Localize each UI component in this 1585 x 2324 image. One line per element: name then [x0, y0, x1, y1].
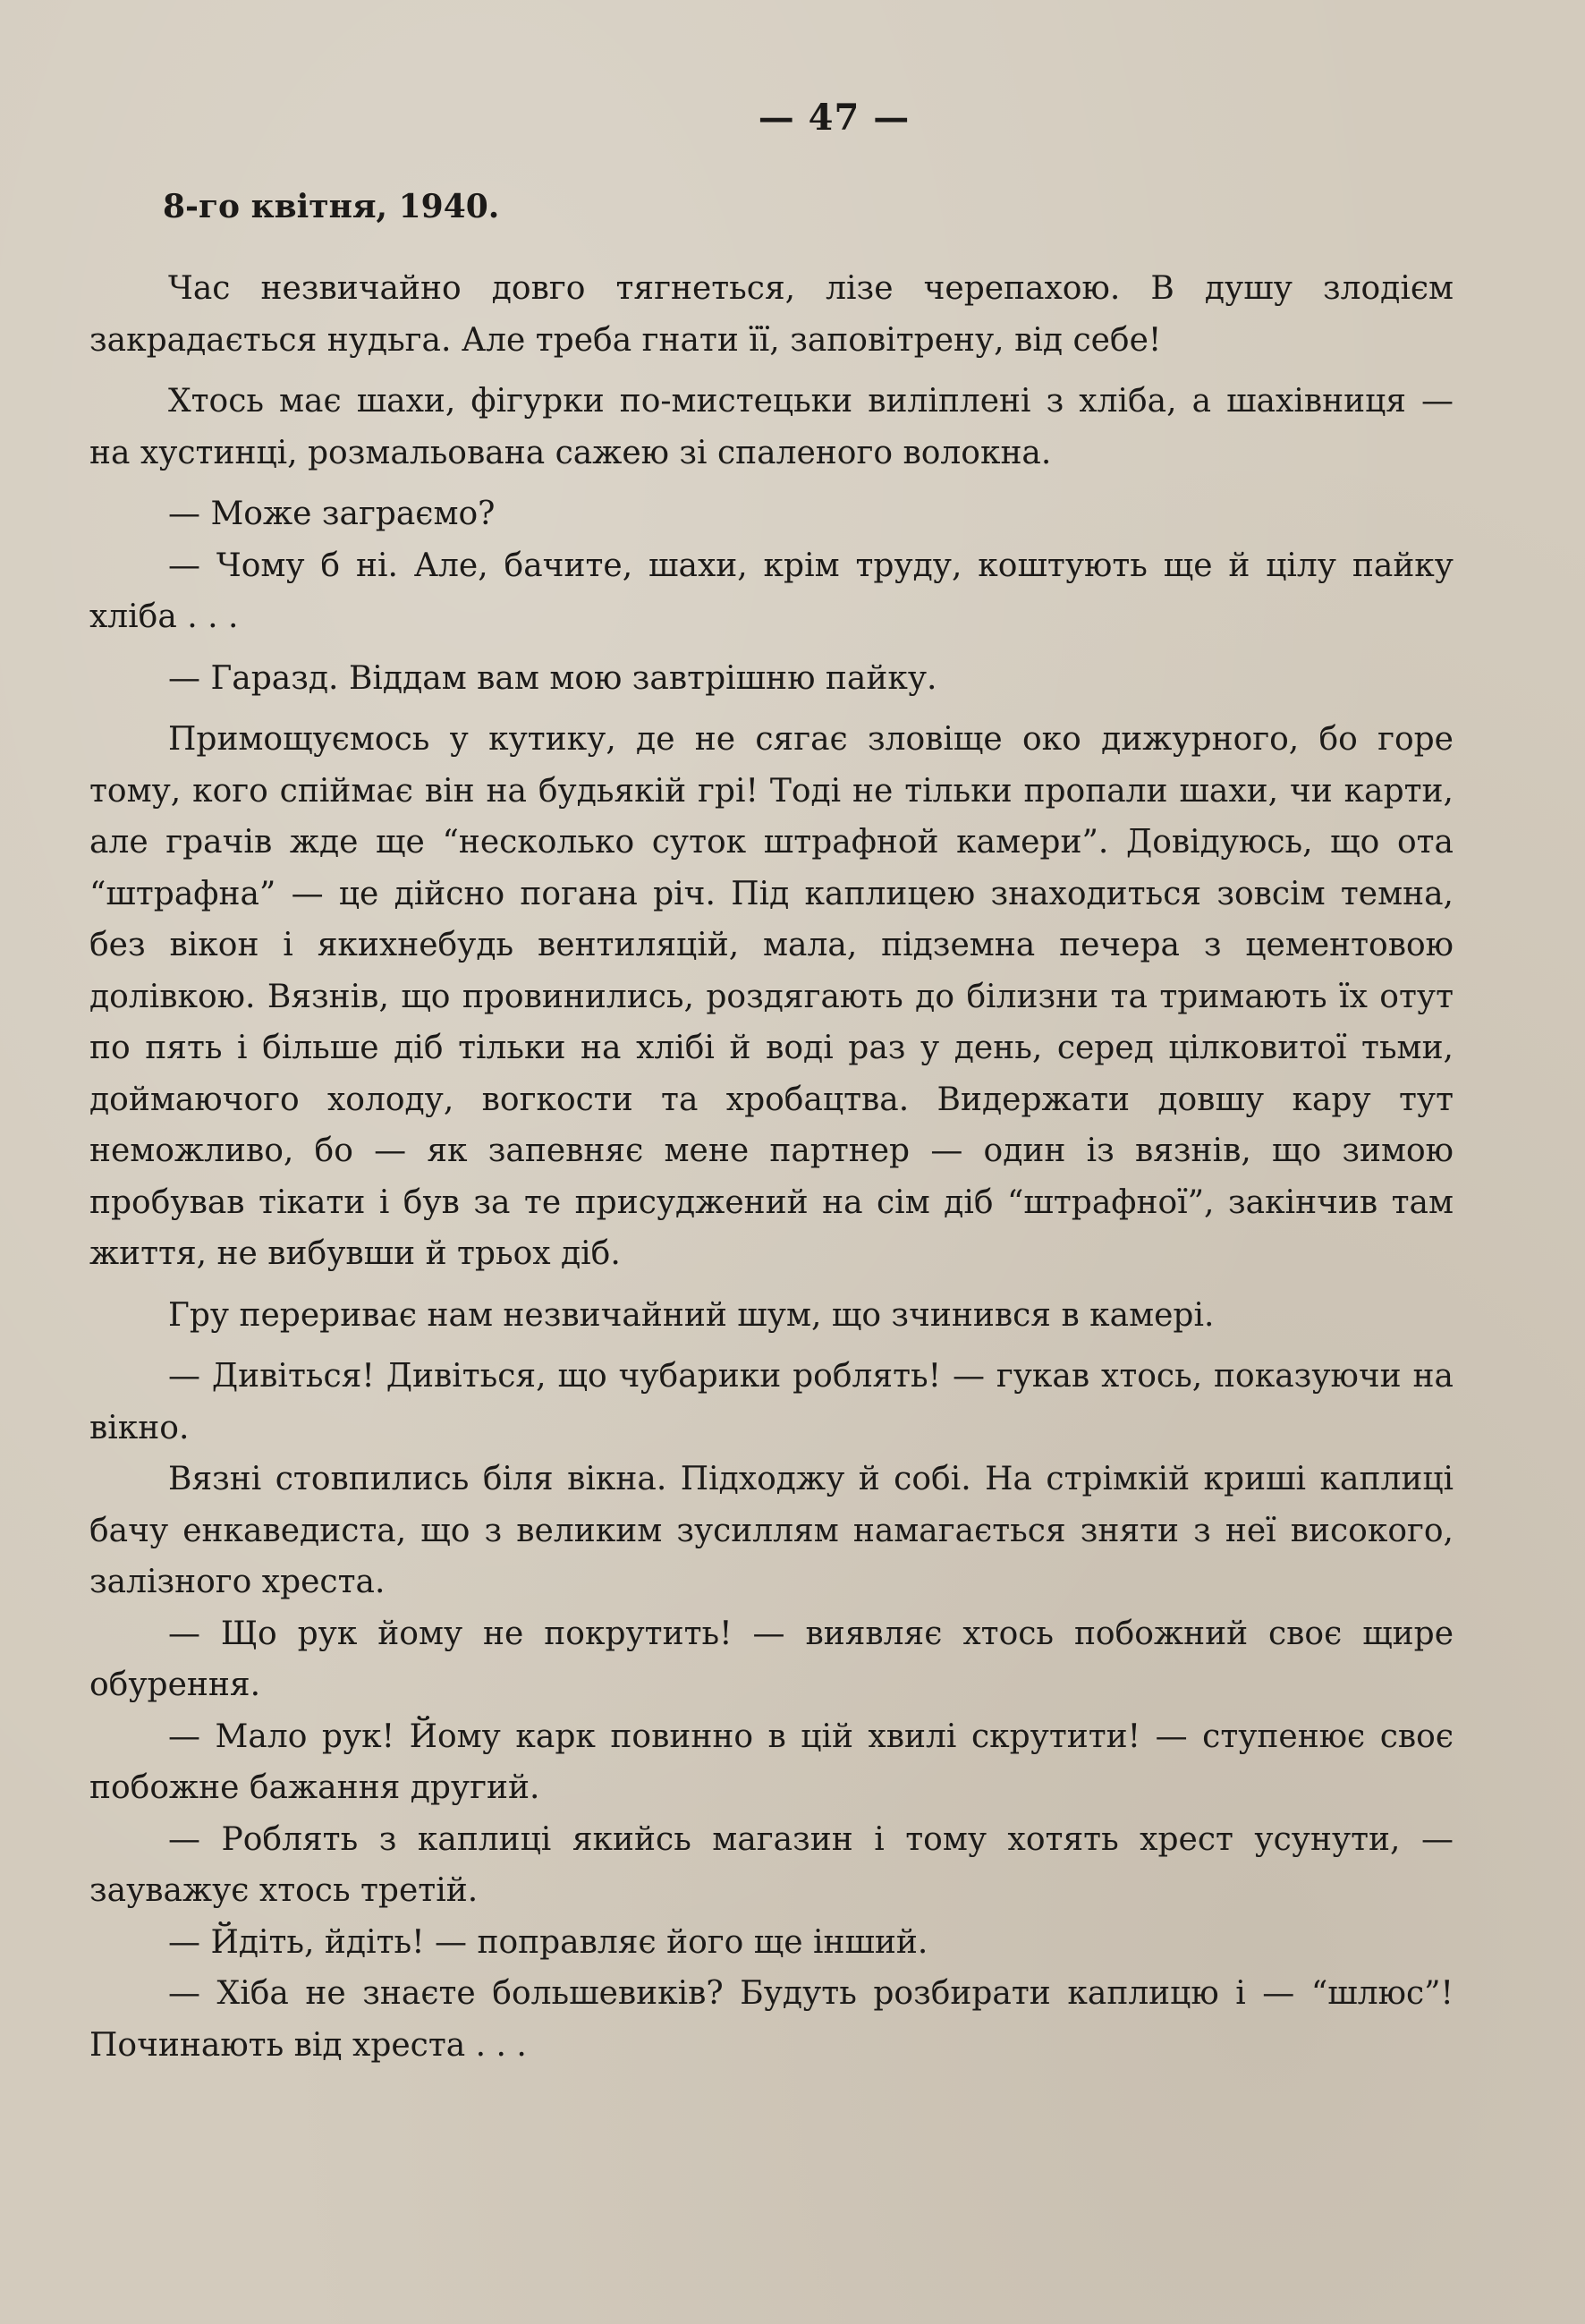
dialogue-line-5: — Що рук йому не покрутить! — виявляє хтось побожний своє щире обурення. — [89, 1615, 1454, 1703]
dialogue-line-7: — Роблять з каплиці якийсь магазин і тому хотять хрест усунути, — зауважує хтось третій. — [89, 1820, 1454, 1909]
dialogue-line-1: — Може заграємо? — [168, 496, 496, 532]
page-number: — 47 — — [758, 97, 911, 139]
paragraph-5: Вязні стовпились біля вікна. Підходжу й собі. На стрімкій криші каплиці бачу енкаведиста, що з великим зусиллям намагається зняти з неї високого, залізного хреста. — [89, 1461, 1454, 1600]
diary-entry-date: 8-го квітня, 1940. — [163, 188, 500, 225]
dialogue-line-2: — Чому б ні. Але, бачите, шахи, крім труду, коштують ще й цілу пайку хліба . . . — [89, 547, 1454, 635]
paragraph-2: Хтось має шахи, фігурки по-мистецьки виліплені з хліба, а шахівниця — на хустинці, розмальована сажею зі спаленого волокна. — [89, 383, 1454, 471]
dialogue-line-6: — Мало рук! Йому карк повинно в цій хвилі скрутити! — ступенює своє побожне бажання другий. — [89, 1718, 1454, 1806]
dialogue-line-4: — Дивіться! Дивіться, що чубарики роблять! — гукав хтось, показуючи на вікно. — [89, 1358, 1454, 1446]
dialogue-line-9: — Хіба не знаєте большевиків? Будуть розбирати каплицю і — “шлюс”! Починають від хреста . . . — [89, 1975, 1454, 2064]
paragraph-4: Гру перериває нам незвичайний шум, що зчинився в камері. — [168, 1296, 1215, 1334]
text-column — [89, 97, 1454, 2071]
dialogue-line-3: — Гаразд. Віддам вам мою завтрішню пайку. — [168, 659, 937, 697]
paragraph-1: Час незвичайно довго тягнеться, лізе черепахою. В душу злодієм закрадається нудьга. Але треба гнати її, заповітрену, від себе! — [89, 270, 1454, 359]
dialogue-line-8: — Йдіть, йдіть! — поправляє його ще інший. — [168, 1923, 928, 1961]
paragraph-3: Примощуємось у кутику, де не сягає зловіще око дижурного, бо горе тому, кого спіймає він на будьякій грі! Тоді не тільки пропали шахи, чи карти, але грачів жде ще “несколько суток штрафной камери”. Довідуюсь, що ота “штрафна” — це дійсно погана річ. Під каплицею знаходиться зовсім темна, без вікон і якихнебудь вентиляцій, мала, підземна печера з цементовою долівкою. Вязнів, що провинились, роздягають до білизни та тримають їх отут по пять і більше діб тільки на хлібі й воді раз у день, серед цілковитої тьми, доймаючого холоду, вогкости та хробацтва. Видержати довшу кару тут неможливо, бо — як запевняє мене партнер — один із вязнів, що зимою пробував тікати і був за те присуджений на сім діб “штрафної”, закінчив там життя, не вибувши й трьох діб. — [89, 721, 1454, 1272]
